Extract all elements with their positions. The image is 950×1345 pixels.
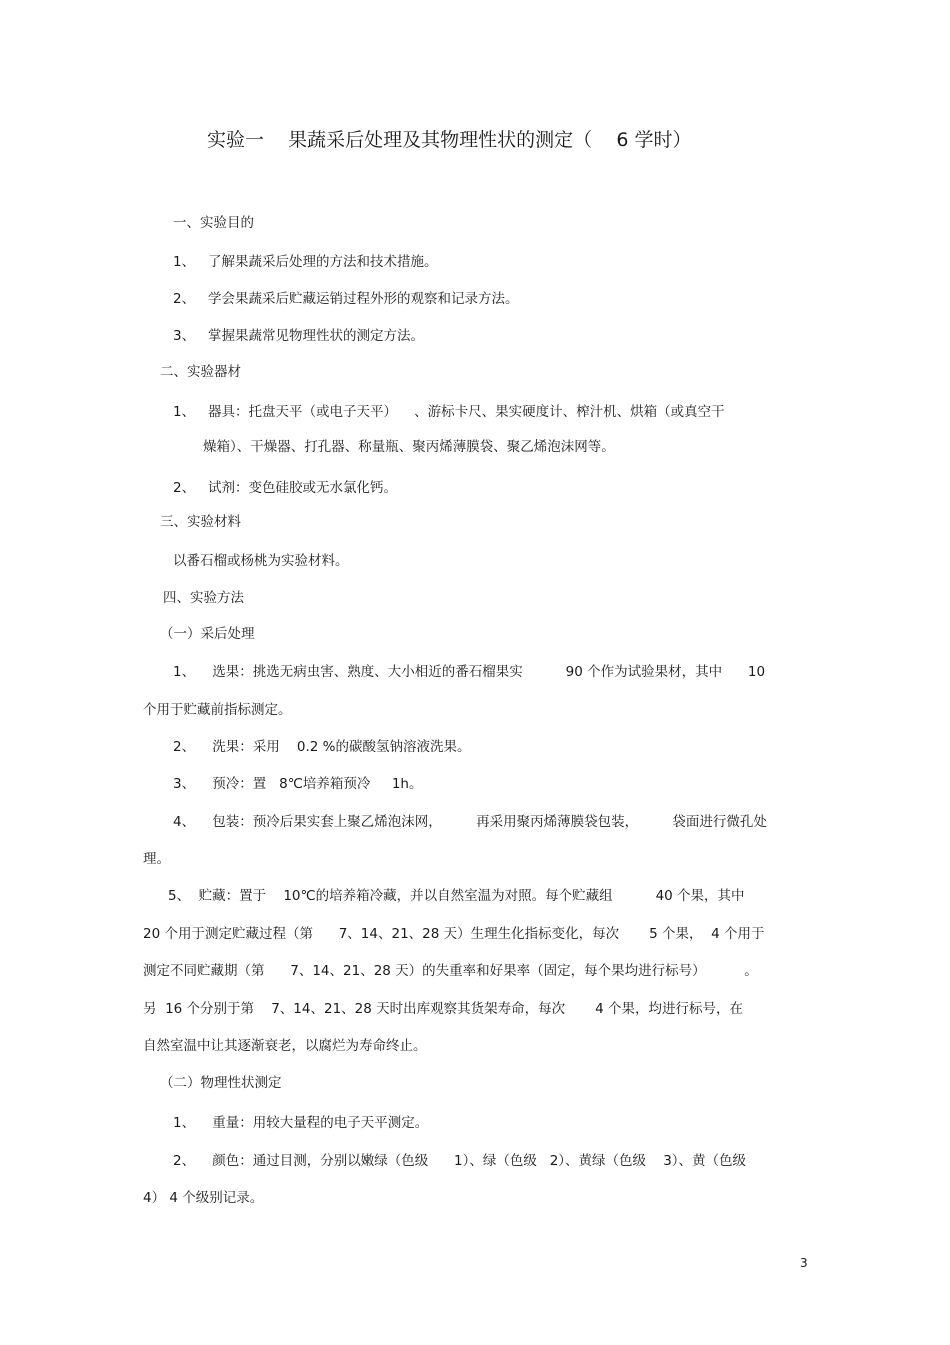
- list-item: 4、 包装：预冷后果实套上聚乙烯泡沫网， 再采用聚丙烯薄膜袋包装， 袋面进行微孔处: [173, 814, 767, 830]
- list-item: 1、 选果：挑选无病虫害、熟度、大小相近的番石榴果实 90 个作为试验果材，其中 10: [173, 664, 766, 680]
- list-item: 2、 洗果：采用 0.2 %的碳酸氢钠溶液洗果。: [173, 739, 471, 755]
- list-item: 2、 学会果蔬采后贮藏运销过程外形的观察和记录方法。: [173, 291, 519, 307]
- section-heading: 四、实验方法: [163, 590, 244, 606]
- list-item: 2、 试剂：变色硅胶或无水氯化钙。: [173, 480, 397, 496]
- list-item-continuation: 理。: [143, 851, 170, 867]
- list-item: 1、 器具：托盘天平（或电子天平） 、游标卡尺、果实硬度计、榨汁机、烘箱（或真空干: [173, 404, 725, 420]
- list-item: 3、 预冷：置 8℃培养箱预冷 1h。: [173, 776, 423, 792]
- list-item: 5、 贮藏：置于 10℃的培养箱冷藏，并以自然室温为对照。每个贮藏组 40 个果，其中: [168, 888, 745, 904]
- subsection-heading: （二）物理性状测定: [160, 1075, 282, 1091]
- list-item-continuation: 燥箱）、干燥器、打孔器、称量瓶、聚丙烯薄膜袋、聚乙烯泡沫网等。: [203, 439, 615, 455]
- section-heading: 二、实验器材: [160, 364, 241, 380]
- list-item-continuation: 20 个用于测定贮藏过程（第 7、14、21、28 天）生理生化指标变化，每次 5 个果， 4 个用于: [143, 926, 765, 942]
- paragraph: 以番石榴或杨桃为实验材料。: [173, 553, 349, 569]
- section-heading: 一、实验目的: [173, 215, 254, 231]
- list-item: 3、 掌握果蔬常见物理性状的测定方法。: [173, 328, 424, 344]
- section-heading: 三、实验材料: [160, 514, 241, 530]
- page-title: 实验一 果蔬采后处理及其物理性状的测定（ 6 学时）: [207, 129, 692, 151]
- subsection-heading: （一）采后处理: [160, 626, 255, 642]
- page-number: 3: [800, 1256, 808, 1270]
- list-item-continuation: 测定不同贮藏期（第 7、14、21、28 天）的失重率和好果率（固定，每个果均进行标号） 。: [143, 963, 758, 979]
- list-item: 2、 颜色：通过目测，分别以嫩绿（色级 1）、绿（色级 2）、黄绿（色级 3）、黄（色级: [173, 1153, 747, 1169]
- list-item: 1、 重量：用较大量程的电子天平测定。: [173, 1115, 429, 1131]
- list-item-continuation: 自然室温中让其逐渐衰老，以腐烂为寿命终止。: [143, 1038, 427, 1054]
- list-item-continuation: 另 16 个分别于第 7、14、21、28 天时出库观察其货架寿命，每次 4 个果，均进行标号，在: [143, 1001, 744, 1017]
- list-item: 1、 了解果蔬采后处理的方法和技术措施。: [173, 254, 438, 270]
- list-item-continuation: 个用于贮藏前指标测定。: [143, 702, 292, 718]
- list-item-continuation: 4） 4 个级别记录。: [143, 1190, 264, 1206]
